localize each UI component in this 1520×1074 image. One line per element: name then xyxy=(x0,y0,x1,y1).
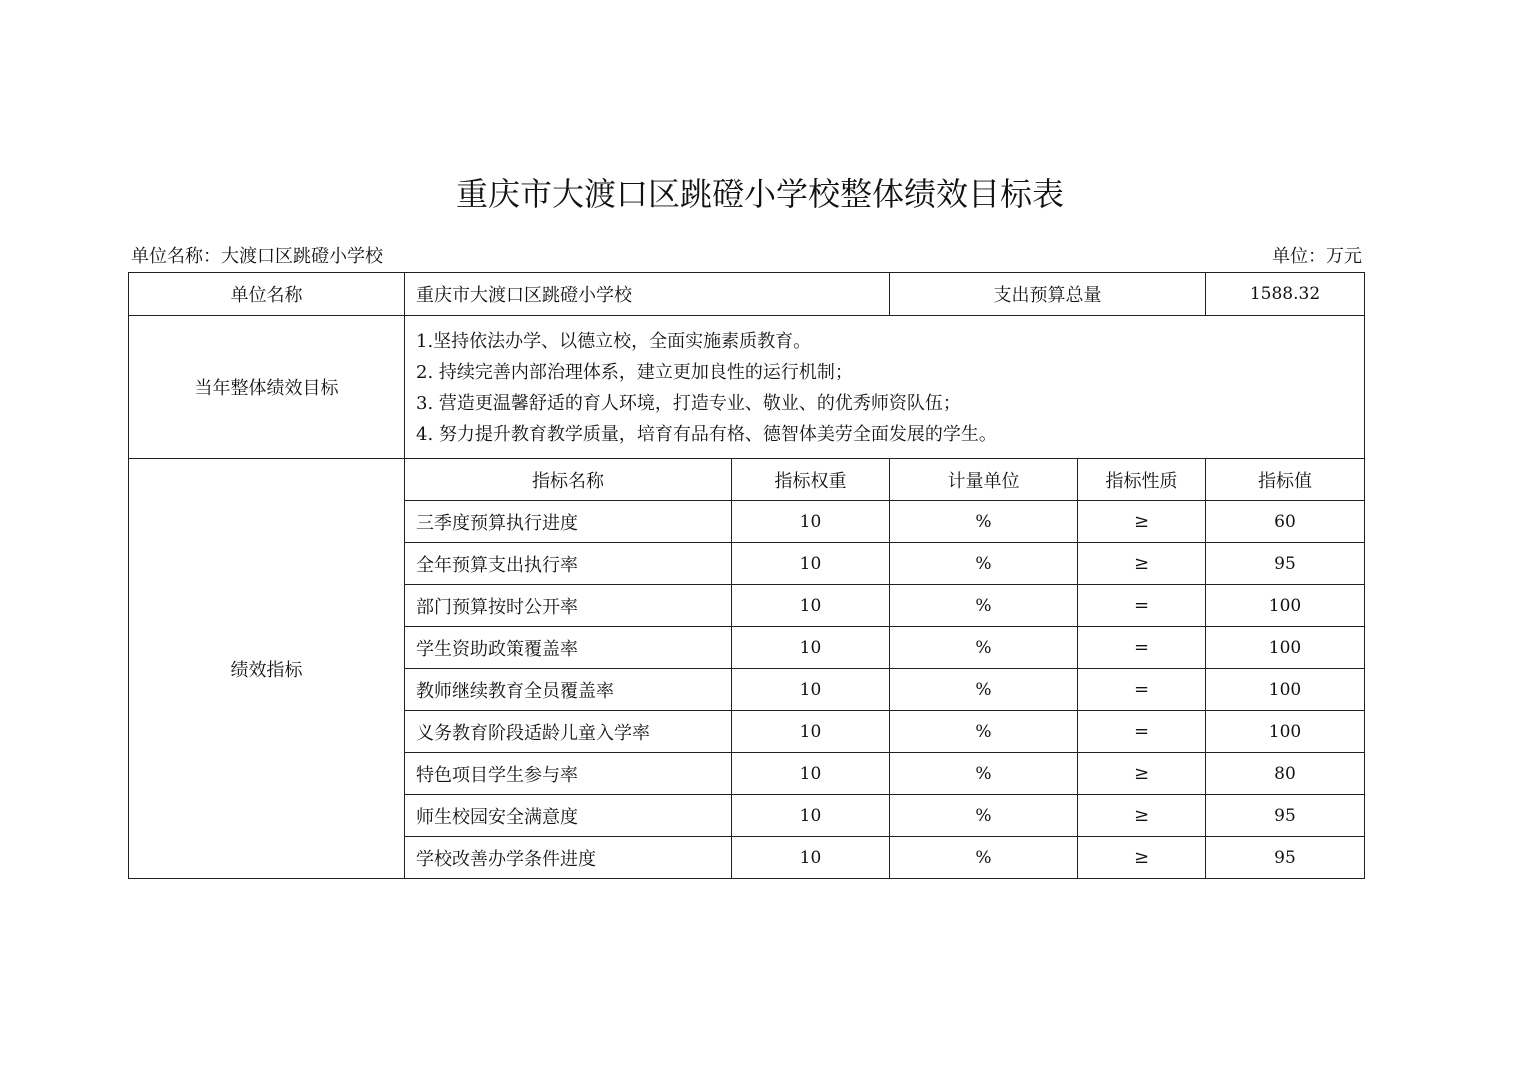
page-title: 重庆市大渡口区跳磴小学校整体绩效目标表 xyxy=(455,175,1064,213)
indicator-nature-cell: ≥ xyxy=(1078,543,1206,585)
summary-row xyxy=(129,273,1365,316)
indicator-weight-cell: 10 xyxy=(732,795,890,837)
budget-value-cell: 1588.32 xyxy=(1206,273,1365,316)
indicator-nature-cell: = xyxy=(1078,585,1206,627)
header-measure-unit: 计量单位 xyxy=(890,459,1078,501)
indicator-unit-cell: % xyxy=(890,753,1078,795)
indicator-name-cell: 义务教育阶段适龄儿童入学率 xyxy=(405,711,732,753)
indicator-nature-cell: ≥ xyxy=(1078,795,1206,837)
indicator-value-cell: 60 xyxy=(1206,501,1365,543)
indicator-name-cell: 学校改善办学条件进度 xyxy=(405,837,732,879)
goal-line: 4. 努力提升教育教学质量，培育有品有格、德智体美劳全面发展的学生。 xyxy=(416,424,997,445)
goals-content-cell xyxy=(405,316,1365,459)
indicator-nature-cell: ≥ xyxy=(1078,837,1206,879)
indicator-name-cell: 教师继续教育全员覆盖率 xyxy=(405,669,732,711)
indicator-weight-cell: 10 xyxy=(732,543,890,585)
indicator-header-row xyxy=(129,459,1365,501)
indicator-weight-cell: 10 xyxy=(732,585,890,627)
indicator-name-cell: 三季度预算执行进度 xyxy=(405,501,732,543)
indicator-value-cell: 95 xyxy=(1206,837,1365,879)
unit-label-cell: 单位名称 xyxy=(129,273,405,316)
indicator-weight-cell: 10 xyxy=(732,753,890,795)
header-indicator-weight: 指标权重 xyxy=(732,459,890,501)
header-indicator-nature: 指标性质 xyxy=(1078,459,1206,501)
unit-name-line: 单位名称：大渡口区跳磴小学校 xyxy=(131,246,383,267)
indicator-unit-cell: % xyxy=(890,585,1078,627)
indicator-value-cell: 80 xyxy=(1206,753,1365,795)
indicator-nature-cell: = xyxy=(1078,627,1206,669)
indicator-unit-cell: % xyxy=(890,837,1078,879)
goals-row xyxy=(129,316,1365,459)
goals-label-cell: 当年整体绩效目标 xyxy=(129,316,405,459)
performance-table xyxy=(128,272,1365,879)
indicator-nature-cell: = xyxy=(1078,669,1206,711)
indicator-weight-cell: 10 xyxy=(732,837,890,879)
indicator-nature-cell: ≥ xyxy=(1078,753,1206,795)
indicator-weight-cell: 10 xyxy=(732,711,890,753)
indicator-name-cell: 学生资助政策覆盖率 xyxy=(405,627,732,669)
unit-value-cell: 重庆市大渡口区跳磴小学校 xyxy=(405,273,890,316)
indicator-section-label: 绩效指标 xyxy=(129,459,405,879)
indicator-value-cell: 100 xyxy=(1206,669,1365,711)
currency-unit-line: 单位：万元 xyxy=(1272,246,1362,267)
indicator-unit-cell: % xyxy=(890,711,1078,753)
indicator-value-cell: 100 xyxy=(1206,711,1365,753)
budget-label-cell: 支出预算总量 xyxy=(890,273,1206,316)
indicator-name-cell: 部门预算按时公开率 xyxy=(405,585,732,627)
indicator-weight-cell: 10 xyxy=(732,627,890,669)
indicator-nature-cell: ≥ xyxy=(1078,501,1206,543)
goal-line: 3. 营造更温馨舒适的育人环境，打造专业、敬业、的优秀师资队伍； xyxy=(416,393,961,414)
indicator-value-cell: 100 xyxy=(1206,627,1365,669)
indicator-value-cell: 95 xyxy=(1206,795,1365,837)
indicator-name-cell: 全年预算支出执行率 xyxy=(405,543,732,585)
indicator-weight-cell: 10 xyxy=(732,501,890,543)
indicator-nature-cell: = xyxy=(1078,711,1206,753)
indicator-unit-cell: % xyxy=(890,795,1078,837)
indicator-name-cell: 师生校园安全满意度 xyxy=(405,795,732,837)
indicator-value-cell: 100 xyxy=(1206,585,1365,627)
indicator-name-cell: 特色项目学生参与率 xyxy=(405,753,732,795)
indicator-unit-cell: % xyxy=(890,501,1078,543)
goal-line: 2. 持续完善内部治理体系，建立更加良性的运行机制； xyxy=(416,362,853,383)
indicator-weight-cell: 10 xyxy=(732,669,890,711)
indicator-value-cell: 95 xyxy=(1206,543,1365,585)
header-indicator-value: 指标值 xyxy=(1206,459,1365,501)
indicator-unit-cell: % xyxy=(890,669,1078,711)
goal-line: 1.坚持依法办学、以德立校，全面实施素质教育。 xyxy=(416,331,812,352)
indicator-unit-cell: % xyxy=(890,627,1078,669)
header-indicator-name: 指标名称 xyxy=(405,459,732,501)
indicator-unit-cell: % xyxy=(890,543,1078,585)
